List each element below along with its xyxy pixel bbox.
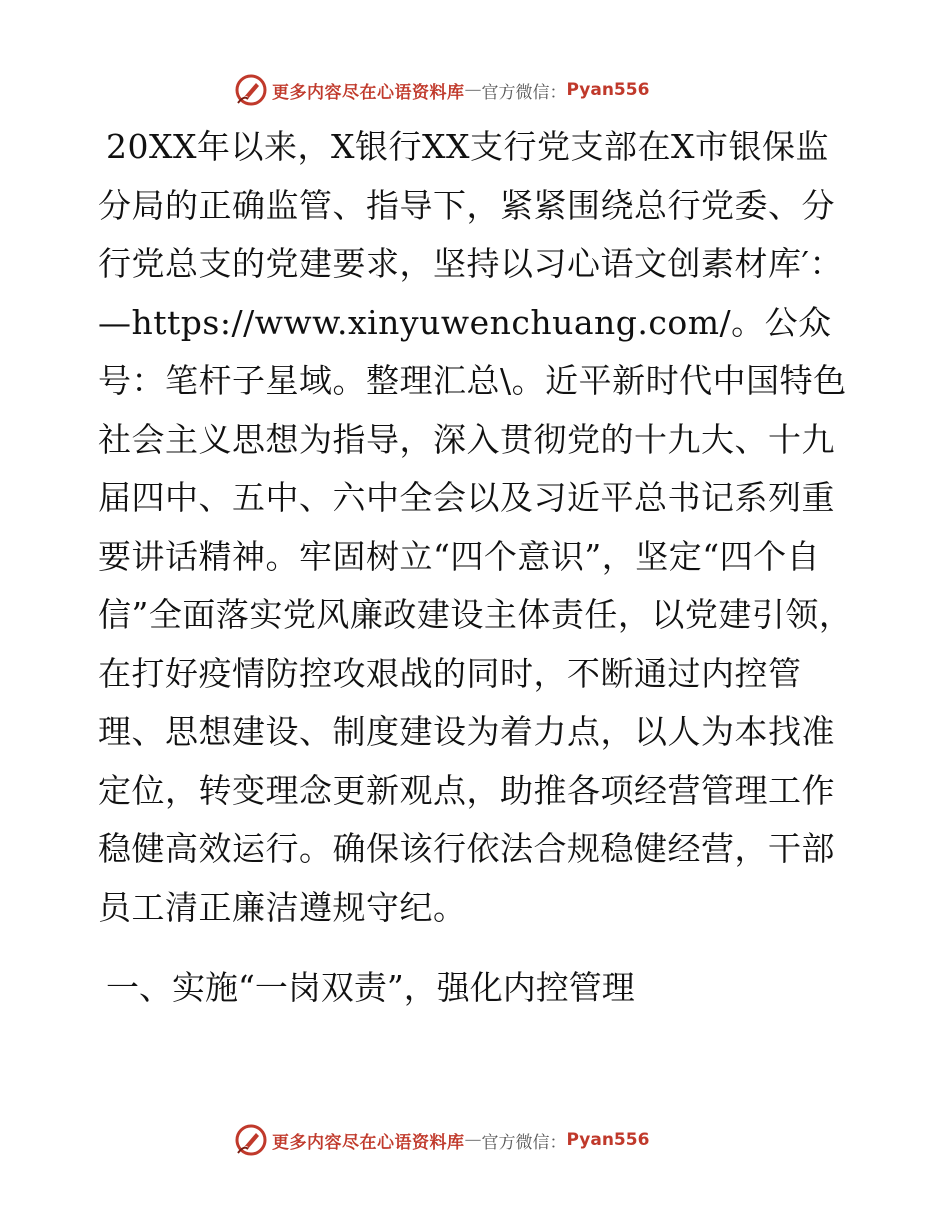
header-wechat-id: Pyan556 [566,80,650,100]
header-dash: — [464,80,482,100]
pen-nib-circle-logo-icon [234,1123,268,1157]
section-heading: 一、实施“一岗双责”，强化内控管理 [106,968,635,1007]
header-promo-text: 更多内容尽在心语资料库 [272,82,465,103]
body-paragraph: 20XX年以来，X银行XX支行党支部在X市银保监分局的正确监管、指导下，紧紧围绕总行党委、分行党总支的党建要求，坚持以习心语文创素材库′：—https://www.xinyuwenchuang.com/。公众号：笔杆子星域。整理汇总\。近平新时代中国特色社会主义思想为指导，深入贯彻党的十九大、十九届四中、五中、六中全会以及习近平总书记系列重要讲话精神。牢固树立“四个意识”，坚定“四个自信”全面落实党风廉政建设主体责任，以党建引领，在打好疫情防控攻艰战的同时，不断通过内控管理、思想建设、制度建设为着力点，以人为本找准定位，转变理念更新观点，助推各项经营管理工作稳健高效运行。确保该行依法合规稳健经营，干部员工清正廉洁遵规守纪。 [98,127,853,927]
header-banner [234,72,714,108]
footer-wechat-label: 官方微信： [481,1132,567,1153]
footer-wechat-id: Pyan556 [566,1130,650,1150]
footer-promo-text: 更多内容尽在心语资料库 [272,1132,465,1153]
document-body [98,118,858,1017]
footer-dash: — [464,1130,482,1150]
footer-banner [234,1122,714,1158]
pen-nib-circle-logo-icon [234,73,268,107]
header-wechat-label: 官方微信： [481,82,567,103]
